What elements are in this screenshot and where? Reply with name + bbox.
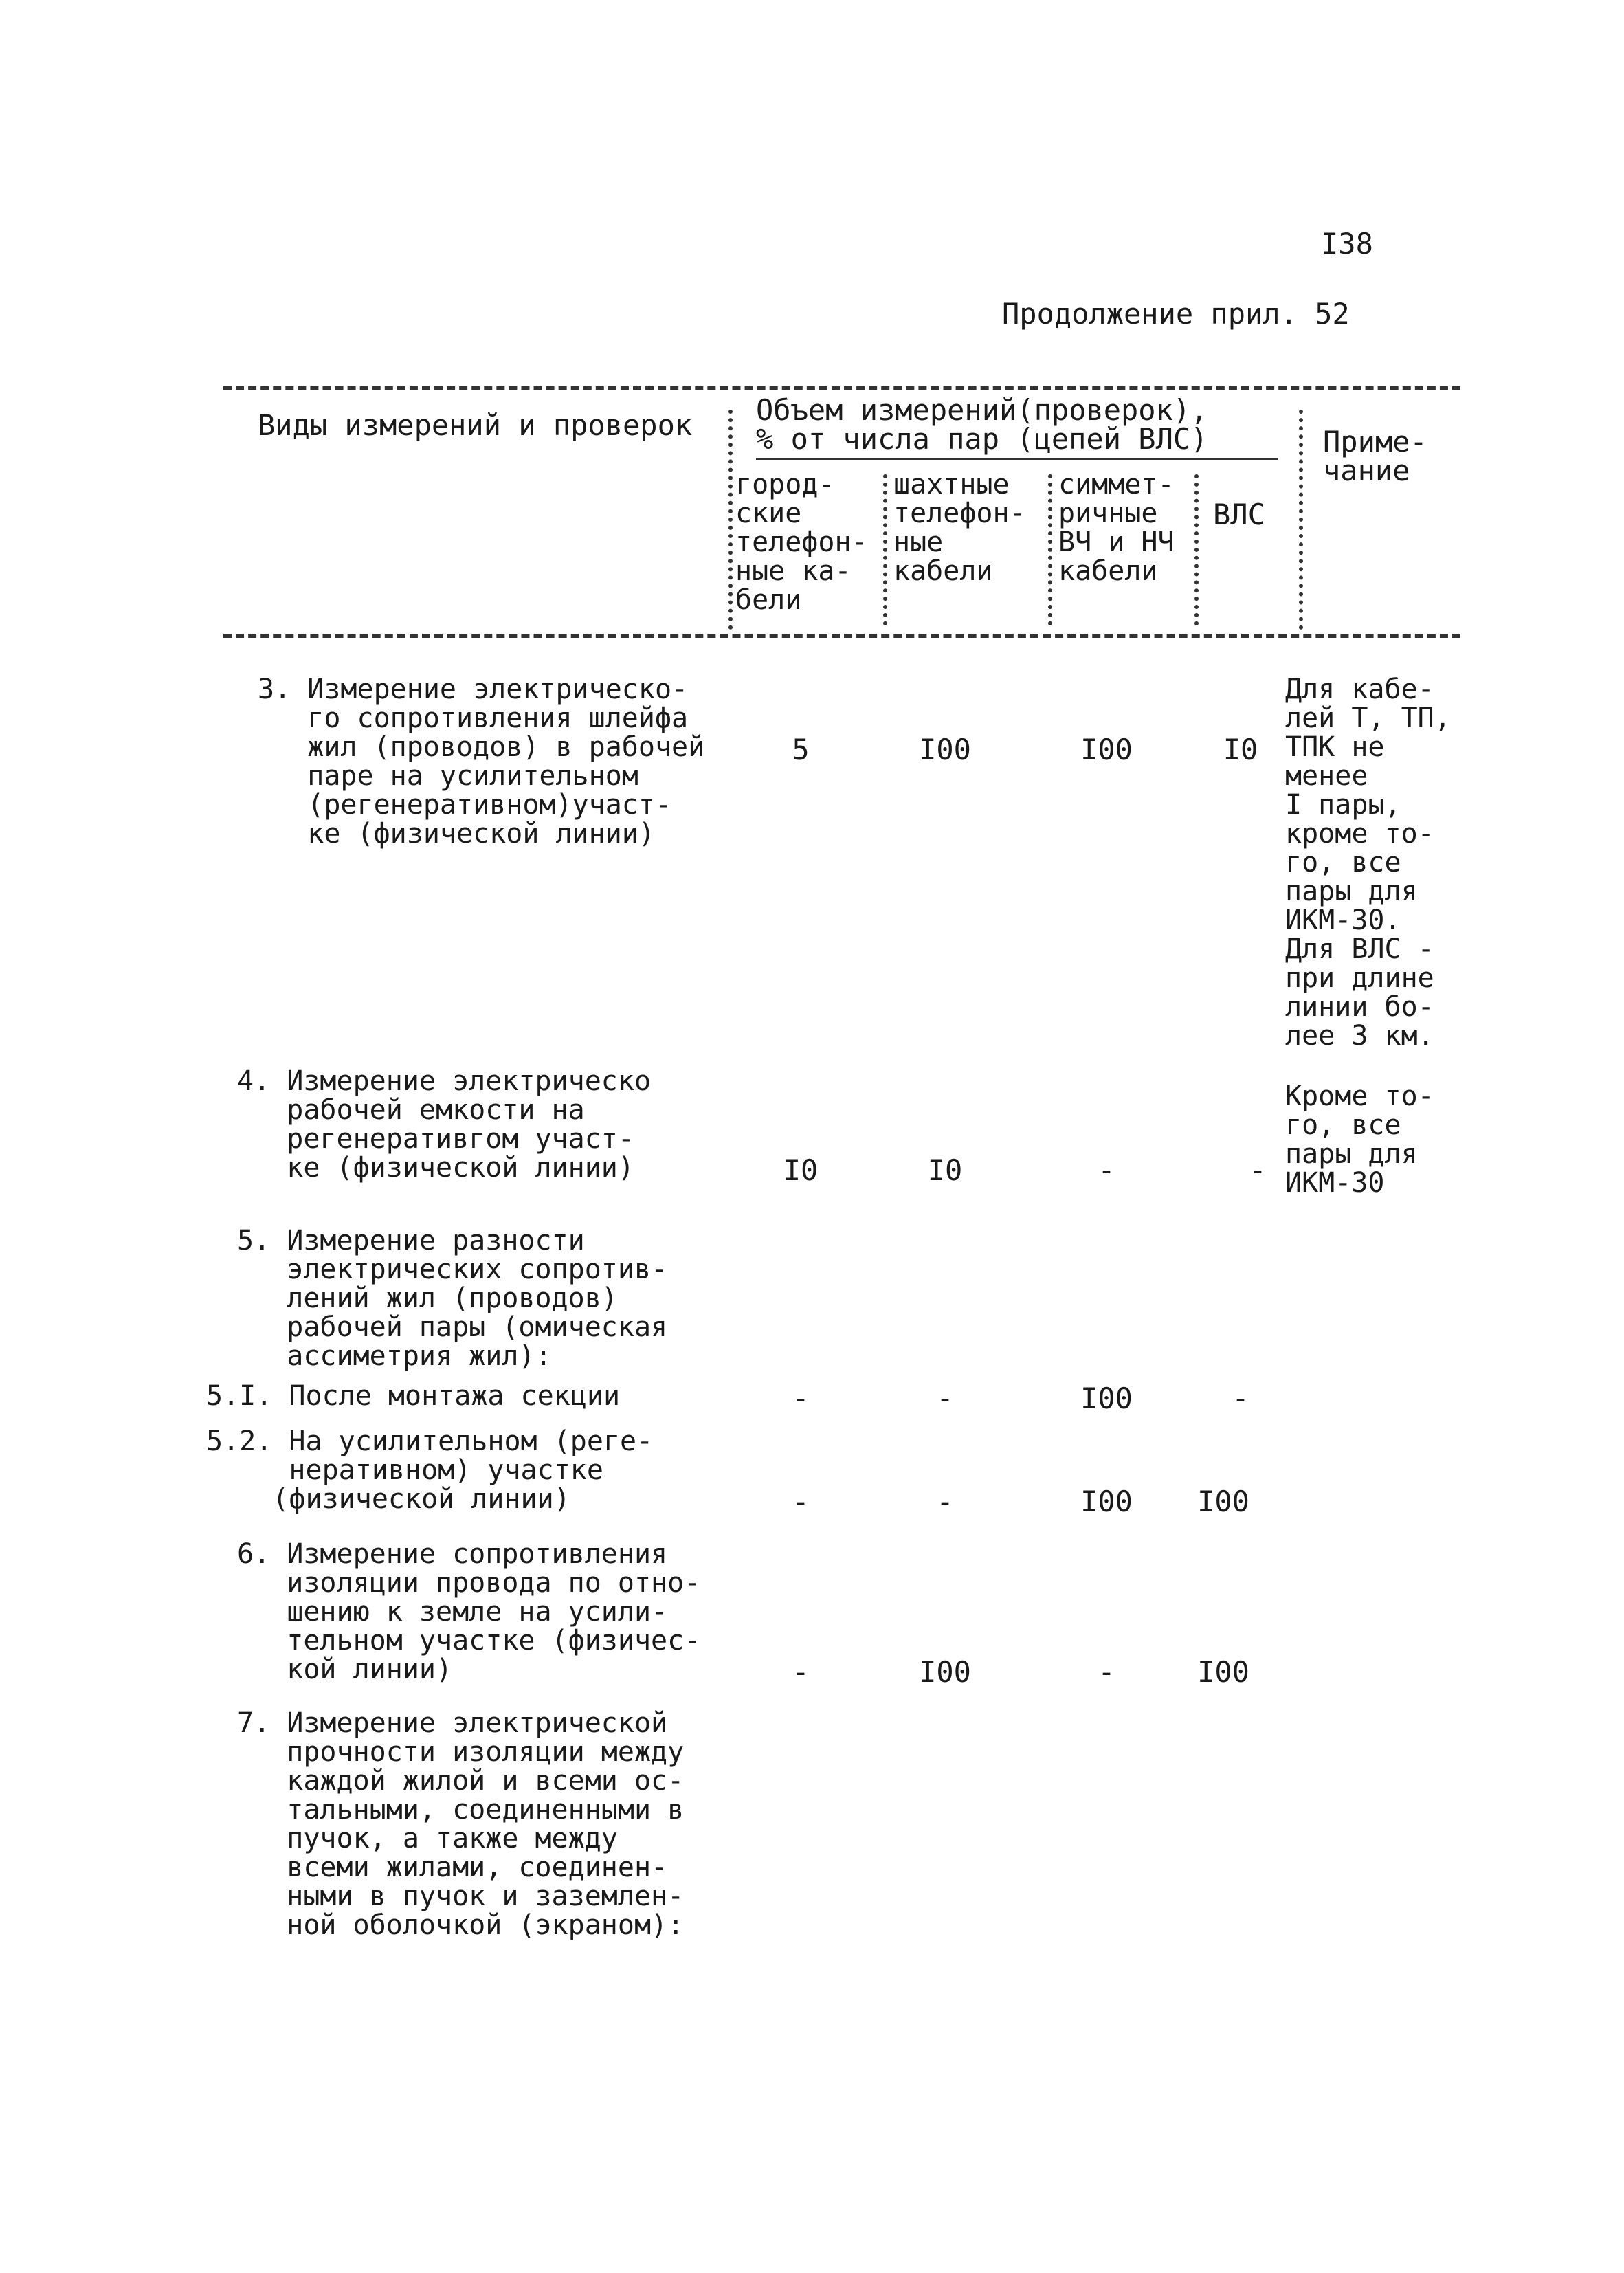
row-5-2-description: 5.2. На усилительном (реге- неративном) участке (физической линии) bbox=[206, 1426, 654, 1515]
header-symmetric-cables: симмет- ричные ВЧ и НЧ кабели bbox=[1058, 469, 1175, 587]
row-5-2-city: - bbox=[792, 1485, 810, 1518]
header-city-cables: город- ские телефон- ные ка- бели bbox=[735, 469, 868, 616]
header-note: Приме- чание bbox=[1323, 425, 1427, 487]
header-mine-cables: шахтные телефон- ные кабели bbox=[893, 469, 1026, 587]
row-5-1-sym: I00 bbox=[1080, 1382, 1133, 1415]
row-4-vls: - bbox=[1249, 1153, 1267, 1187]
row-6-city: - bbox=[792, 1655, 810, 1689]
header-sep-4 bbox=[1194, 474, 1199, 625]
row-3-description: 3. Измерение электрическо- го сопротивления шлейфа жил (проводов) в рабочей паре на усилительном (регенеративном)участ- ке (физической линии) bbox=[258, 674, 705, 850]
row-5-description: 5. Измерение разности электрических сопротив- лений жил (проводов) рабочей пары (омическая ассиметрия жил): bbox=[237, 1225, 668, 1372]
row-5-2-vls: I00 bbox=[1197, 1485, 1249, 1518]
row-5-1-description: 5.I. После монтажа секции bbox=[206, 1380, 621, 1412]
row-4-sym: - bbox=[1098, 1153, 1115, 1187]
row-4-city: I0 bbox=[783, 1153, 819, 1187]
header-volume-title-2: % от числа пар (цепей ВЛС) bbox=[756, 422, 1208, 456]
row-6-description: 6. Измерение сопротивления изоляции провода по отно- шению к земле на усили- тельном участке (физичес- кой линии) bbox=[237, 1538, 701, 1685]
row-5-2-sym: I00 bbox=[1080, 1485, 1133, 1518]
header-sep-1 bbox=[728, 410, 733, 630]
row-6-sym: - bbox=[1098, 1655, 1115, 1689]
row-5-1-vls: - bbox=[1232, 1382, 1249, 1415]
row-4-mine: I0 bbox=[927, 1153, 963, 1187]
table-header-rule bbox=[223, 634, 1460, 638]
row-7-description: 7. Измерение электрической прочности изоляции между каждой жилой и всеми ос- тальными, соединенными в пучок, а также между всеми жилами, соединен- ными в пучок и заземлен- ной оболочкой (экраном): bbox=[237, 1707, 685, 1941]
header-volume-title-1: Объем измерений(проверок), bbox=[756, 393, 1208, 427]
header-sep-2 bbox=[883, 474, 887, 625]
row-6-vls: I00 bbox=[1197, 1655, 1249, 1689]
header-measurement-types: Виды измерений и проверок bbox=[258, 408, 693, 442]
row-3-note: Для кабе- лей Т, ТП, ТПК не менее I пары, кроме то- го, все пары для ИКМ-30. Для ВЛС - при длине линии бо- лее 3 км. bbox=[1285, 674, 1451, 1052]
continuation-label: Продолжение прил. 52 bbox=[1002, 297, 1350, 331]
row-5-1-mine: - bbox=[936, 1382, 954, 1415]
row-5-2-mine: - bbox=[936, 1485, 954, 1518]
header-vls: ВЛС bbox=[1213, 498, 1265, 531]
row-3-vls: I0 bbox=[1223, 733, 1258, 766]
row-5-1-city: - bbox=[792, 1382, 810, 1415]
header-volume-underline bbox=[756, 458, 1278, 460]
row-3-sym: I00 bbox=[1080, 733, 1133, 766]
row-6-mine: I00 bbox=[919, 1655, 971, 1689]
header-sep-3 bbox=[1048, 474, 1052, 625]
table-top-rule bbox=[223, 386, 1460, 390]
page-number: I38 bbox=[1321, 227, 1373, 260]
row-3-mine: I00 bbox=[919, 733, 971, 766]
row-4-description: 4. Измерение электрическо рабочей емкости на регенеративгом участ- ке (физической линии) bbox=[237, 1065, 652, 1184]
header-sep-5 bbox=[1299, 410, 1303, 630]
row-3-city: 5 bbox=[792, 733, 810, 766]
row-4-note: Кроме то- го, все пары для ИКМ-30 bbox=[1285, 1080, 1434, 1199]
